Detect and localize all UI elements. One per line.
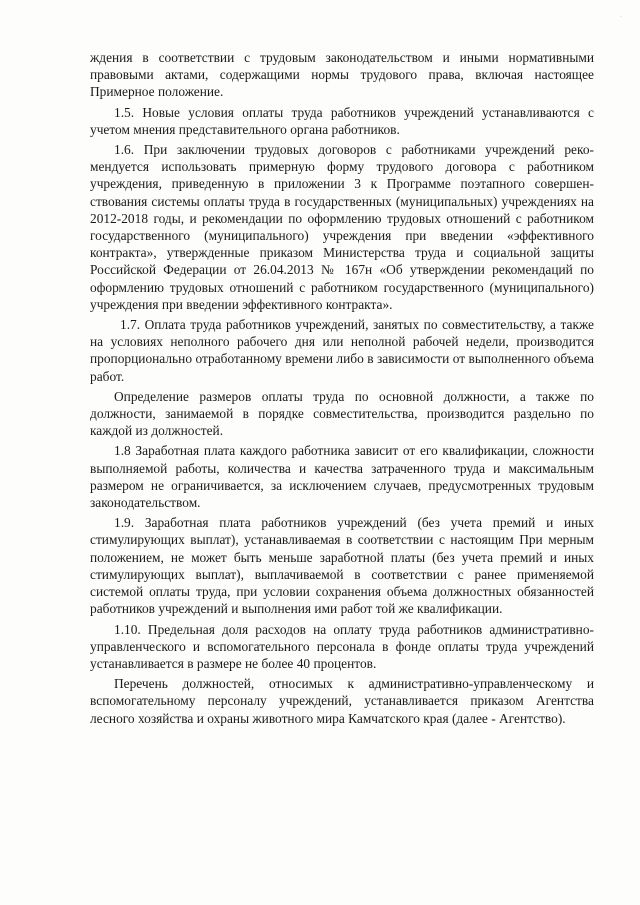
paragraph-1-7: 1.7. Оплата труда работников учреждений, занятых по совместительству, а также на условиях неполного рабочего дня или неполной рабочей недели, производится пропорционально отработанному времени либо в зависимости от выполненного объема работ. <box>90 317 594 384</box>
paragraph-1-10: 1.10. Предельная доля расходов на оплату труда работников административно-управленческого и вспомогательного персонала в фонде оплаты труда учреждений устанавливается в размере не более 40 процентов. <box>90 621 594 671</box>
paragraph-1-6: 1.6. При заключении трудовых договоров с работниками учреждений рекомендуется использовать примерную форму трудового договора с работником учреждения, приведенную в приложении 3 к Программе поэтапного совершенствования системы оплаты труда в государственных (муниципальных) учреждениях на 2012-2018 годы, и рекомендации по оформлению трудовых отношений с работником государственного (муниципального) учреждения при введении «эффективного контракта», утвержденные приказом Министерства труда и социальной защиты Российской Федерации от 26.04.2013 № 167н «Об утверждении рекомендаций по оформлению трудовых отношений с работником государственного (муниципального) учреждения при введении эффективного контракта». <box>90 142 594 312</box>
paragraph-position-list: Перечень должностей, относимых к административно-управленческому и вспомогательному персоналу учреждений, устанавливается приказом Агентства лесного хозяйства и охраны животного мира Камчатского края (далее - Агентство). <box>90 676 594 726</box>
paragraph-1-9: 1.9. Заработная плата работников учреждений (без учета премий и иных стимулирующих выплат), устанавливаемая в соответствии с настоящим При мерным положением, не может быть меньше заработной платы (без учета премий и иных стимулирующих выплат), выплачиваемой в соответствии с ранее применяемой системой оплаты труда, при условии сохранения объема должностных обязанностей работников учреждений и выполнения ими работ той же квалификации. <box>90 515 594 617</box>
paragraph-1-5: 1.5. Новые условия оплаты труда работников учреждений устанавливаются с учетом мнения представительного органа работников. <box>90 104 594 137</box>
corner-mark: · <box>620 14 622 20</box>
paragraph-1-8: 1.8 Заработная плата каждого работника зависит от его квалификации, сложности выполняемой работы, количества и качества затраченного труда и максимальным размером не ограничивается, за исключением случаев, предусмотренных трудовым законодательством. <box>90 443 594 511</box>
paragraph-continuation: ждения в соответствии с трудовым законодательством и иными нормативными правовыми актами, содержащими нормы трудового права, включая настоящее Примерное положение. <box>90 50 594 100</box>
document-body <box>90 49 594 730</box>
paragraph-salary-determination: Определение размеров оплаты труда по основной должности, а также по должности, занимаемой в порядке совместительства, производится раздельно по каждой из должностей. <box>90 388 594 439</box>
